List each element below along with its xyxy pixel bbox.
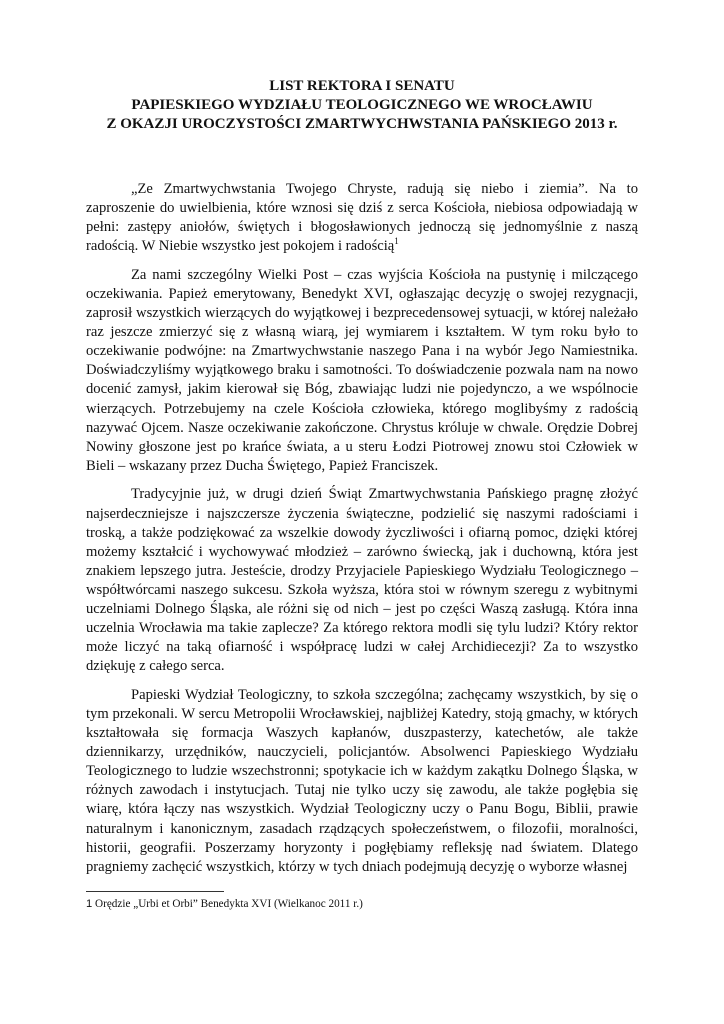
paragraph-1-text: „Ze Zmartwychwstania Twojego Chryste, radują się niebo i ziemia”. Na to zaproszenie do uwielbienia, które wznosi się dziś z serca Kościoła, niebiosa odpowiadają w pełni: zastępy aniołów, świętych i błogosławionych jednoczą się jednomyślnie z naszą radością. W Niebie wszystko jest pokojem i radością [86, 181, 638, 255]
footnote-reference[interactable]: 1 [394, 236, 399, 247]
footnote-separator [86, 891, 224, 892]
paragraph-4: Papieski Wydział Teologiczny, to szkoła szczególna; zachęcamy wszystkich, by się o tym przekonali. W sercu Metropolii Wrocławskiej, najbliżej Katedry, stoją gmachy, w których kształtowała się formacja Waszych kapłanów, duszpasterzy, katechetów, ale także dziennikarzy, urzędników, nauczycieli, policjantów. Absolwenci Papieskiego Wydziału Teologicznego to ludzie wszechstronni; spotykacie ich w każdym zakątku Dolnego Śląska, w różnych zawodach i instytucjach. Tutaj nie tylko uczy się zawodu, ale także pogłębia się wiarę, która łączy nas wszystkich. Wydział Teologiczny uczy o Panu Bogu, Biblii, prawie naturalnym i kanonicznym, zasadach rządzących społeczeństwem, o filozofii, moralności, historii, geografii. Poszerzamy horyzonty i pogłębiamy refleksję nad światem. Dlatego pragniemy zachęcić wszystkich, którzy w tych dniach podejmują decyzję o wyborze własnej [86, 686, 638, 875]
title-line-2: PAPIESKIEGO WYDZIAŁU TEOLOGICZNEGO WE WROCŁAWIU [131, 97, 593, 113]
footnote-text: Orędzie „Urbi et Orbi” Benedykta XVI (Wielkanoc 2011 r.) [92, 898, 363, 910]
title-line-1: LIST REKTORA I SENATU [269, 78, 455, 94]
footnote-number: 1 [86, 898, 93, 910]
title-line-3: Z OKAZJI UROCZYSTOŚCI ZMARTWYCHWSTANIA PAŃSKIEGO 2013 r. [106, 116, 618, 132]
footnote [86, 897, 363, 911]
document-title [86, 77, 638, 134]
document-page [86, 77, 638, 886]
paragraph-2: Za nami szczególny Wielki Post – czas wyjścia Kościoła na pustynię i milczącego oczekiwania. Papież emerytowany, Benedykt XVI, ogłaszając decyzję o swojej rezygnacji, zaprosił wszystkich wierzących do wyjątkowej i bezprecedensowej sytuacji, w której należało raz jeszcze zmierzyć się z własną wiarą, jej wymiarem i kształtem. W tym roku było to oczekiwanie podwójne: na Zmartwychwstanie naszego Pana i na wybór Jego Namiestnika. Doświadczyliśmy wyjątkowego braku i samotności. To doświadczenie pozwala nam na nowo docenić zamysł, jakim kierował się Bóg, zbawiając ludzi nie pojedynczo, a we wspólnocie wierzących. Potrzebujemy na czele Kościoła człowieka, którego moglibyśmy z radością nazywać Ojcem. Nasze oczekiwanie zakończone. Chrystus króluje w chwale. Orędzie Dobrej Nowiny głoszone jest po krańce świata, a u steru Łodzi Piotrowej znowu stoi Człowiek w Bieli – wskazany przez Ducha Świętego, Papież Franciszek. [86, 266, 638, 474]
paragraph-3: Tradycyjnie już, w drugi dzień Świąt Zmartwychwstania Pańskiego pragnę złożyć najserdeczniejsze i najszczersze życzenia świąteczne, podzielić się naszymi radościami i troską, a także podziękować za wszelkie dowody życzliwości i ofiarną pomoc, dzięki której możemy kształcić i wychowywać młodzież – zarówno świecką, jak i duchowną, która jest znakiem lepszego jutra. Jesteście, drodzy Przyjaciele Papieskiego Wydziału Teologicznego – współtwórcami naszego sukcesu. Szkoła wyższa, która stoi w równym szeregu z wybitnymi uczelniami Dolnego Śląska, ale różni się od nich – jest po części Waszą zasługą. Która inna uczelnia Wrocławia ma takie zaplecze? Za którego rektora modli się tylu ludzi? Który rektor może liczyć na taką ofiarność i współpracę ludzi w całej Archidiecezji? Za to wszystko dziękuję z całego serca. [86, 486, 638, 675]
paragraph-1 [86, 180, 638, 256]
